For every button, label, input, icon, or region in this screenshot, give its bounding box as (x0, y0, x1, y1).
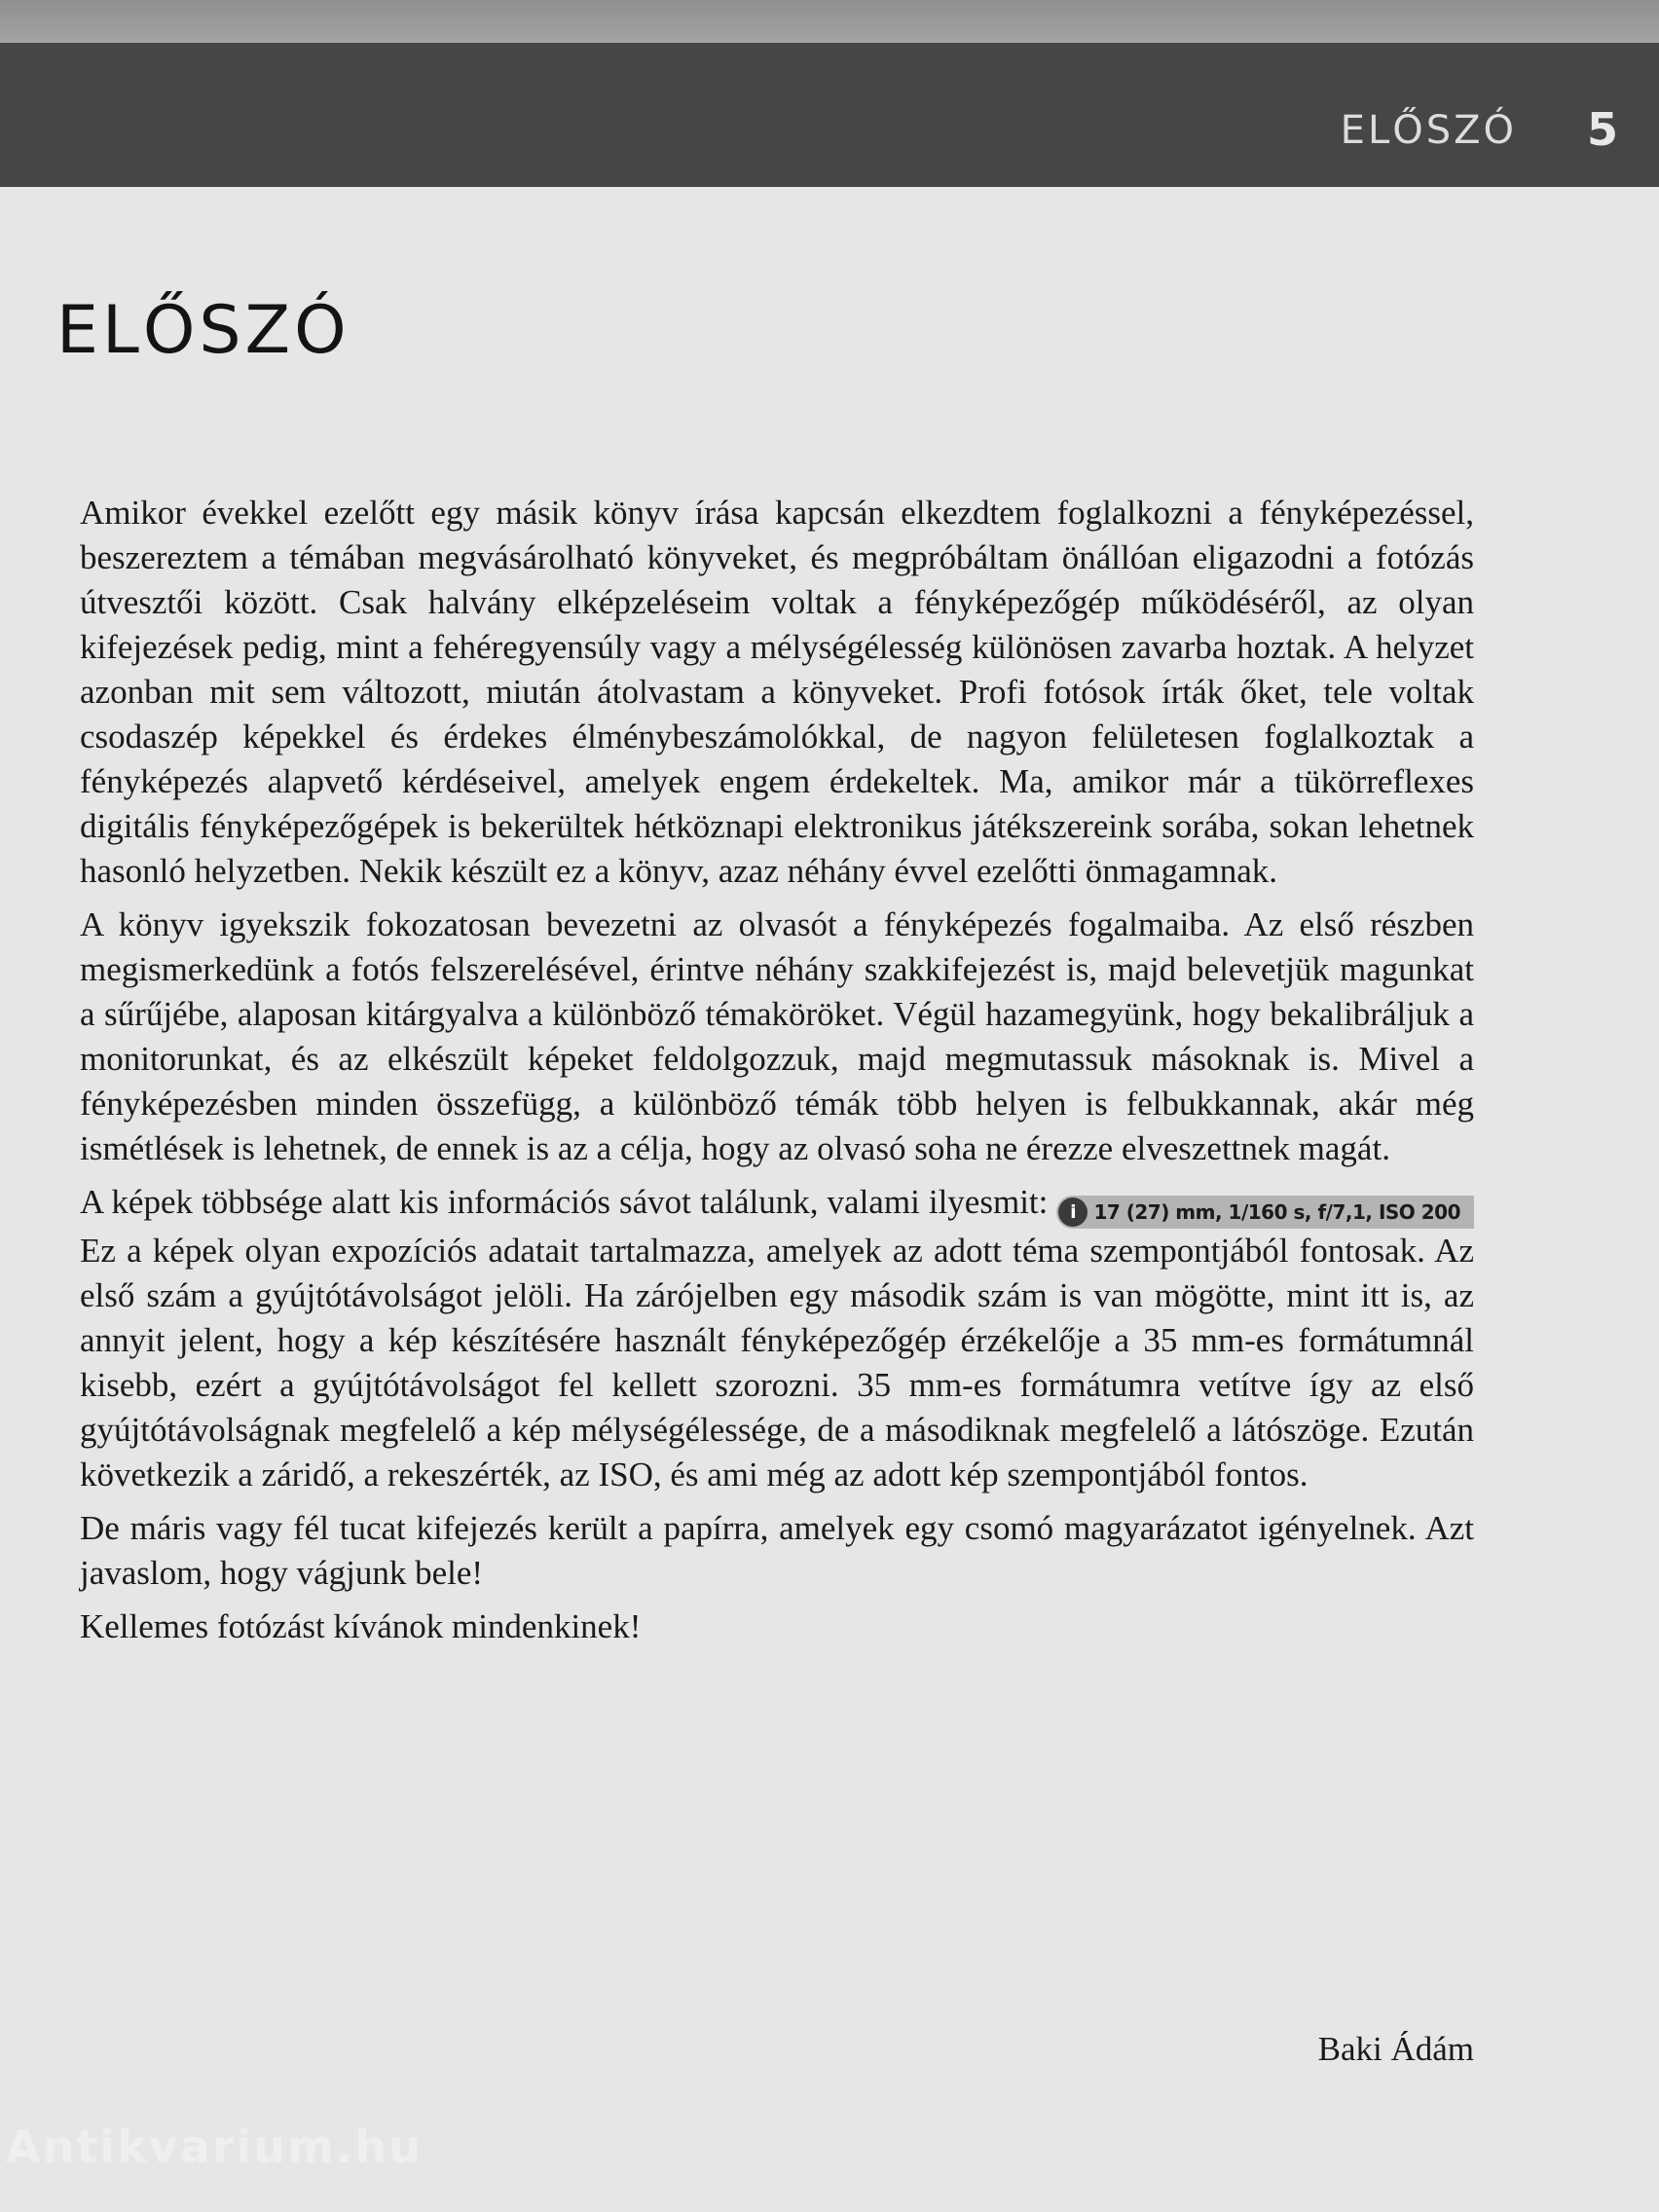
info-bar-explanation: Ez a képek olyan expozíciós adatait tartalmazza, amelyek az adott téma szempontjából fontosak. Az első szám a gyújtótávolságot jelöli. Ha zárójelben egy második szám is van mögötte, mint itt is, az annyit jelent, hogy a kép készítésére használt fényképezőgép érzékelője a 35 mm-es formátumnál kisebb, ezért a gyújtótávolságot fel kellett szorozni. 35 mm-es formátumra vetítve így az első gyújtótávolságnak megfelelő a kép mélységélessége, de a másodiknak megfelelő a látószöge. Ezután következik a záridő, a rekeszérték, az ISO, és ami még az adott kép szempontjából fontos. (80, 1232, 1474, 1493)
body-text (80, 491, 1474, 1658)
paragraph-info-bar (80, 1180, 1474, 1497)
paragraph-structure: A könyv igyekszik fokozatosan bevezetni az olvasót a fényképezés fogalmaiba. Az első részben megismerkedünk a fotós felszerelésével, érintve néhány szakkifejezést is, majd belevetjük magunkat a sűrűjébe, alaposan kitárgyalva a különböző témaköröket. Végül hazamegyünk, hogy bekalibráljuk a monitorunkat, és az elkészült képeket feldolgozzuk, majd megmutassuk másoknak is. Mivel a fényképezésben minden összefügg, a különböző témák több helyen is felbukkannak, akár még ismétlések is lehetnek, de ennek is az a célja, hogy az olvasó soha ne érezze elveszettnek magát. (80, 905, 1474, 1167)
info-icon: i (1058, 1198, 1088, 1227)
watermark: Antikvarium.hu (6, 2120, 423, 2173)
exposure-info-text: 17 (27) mm, 1/160 s, f/7,1, ISO 200 (1093, 1200, 1460, 1224)
page-number: 5 (1586, 103, 1618, 156)
paragraph-intro: Amikor évekkel ezelőtt egy másik könyv írása kapcsán elkezdtem foglalkozni a fényképezéssel, beszereztem a témában megvásárolható könyveket, és megpróbáltam önállóan eligazodni a fotózás útvesztői között. Csak halvány elképzeléseim voltak a fényképezőgép működéséről, az olyan kifejezések pedig, mint a fehéregyensúly vagy a mélységélesség különösen zavarba hoztak. A helyzet azonban mit sem változott, miután átolvastam a könyveket. Profi fotósok írták őket, tele voltak csodaszép képekkel és érdekes élménybeszámolókkal, de nagyon felületesen foglalkoztak a fényképezés alapvető kérdéseivel, amelyek engem érdekeltek. Ma, amikor már a tükörreflexes digitális fényképezőgépek is bekerültek hétköznapi elektronikus játékszereink sorába, sokan lehetnek hasonló helyzetben. Nekik készült ez a könyv, azaz néhány évvel ezelőtti önmagamnak. (80, 494, 1474, 890)
running-header-title: ELŐSZÓ (1340, 108, 1517, 153)
info-bar-lead-text: A képek többsége alatt kis információs sávot találunk, valami ilyesmit: (80, 1183, 1057, 1221)
exposure-info-badge (1056, 1196, 1474, 1229)
running-header (0, 43, 1659, 187)
paragraph-closing: De máris vagy fél tucat kifejezés került a papírra, amelyek egy csomó magyarázatot igényelnek. Azt javaslom, hogy vágjunk bele! (80, 1509, 1474, 1592)
background-strip (0, 0, 1659, 43)
author-signature: Baki Ádám (1317, 2030, 1474, 2068)
chapter-title: ELŐSZÓ (56, 292, 350, 369)
book-page (0, 43, 1659, 2212)
paragraph-greeting: Kellemes fotózást kívánok mindenkinek! (80, 1607, 642, 1645)
